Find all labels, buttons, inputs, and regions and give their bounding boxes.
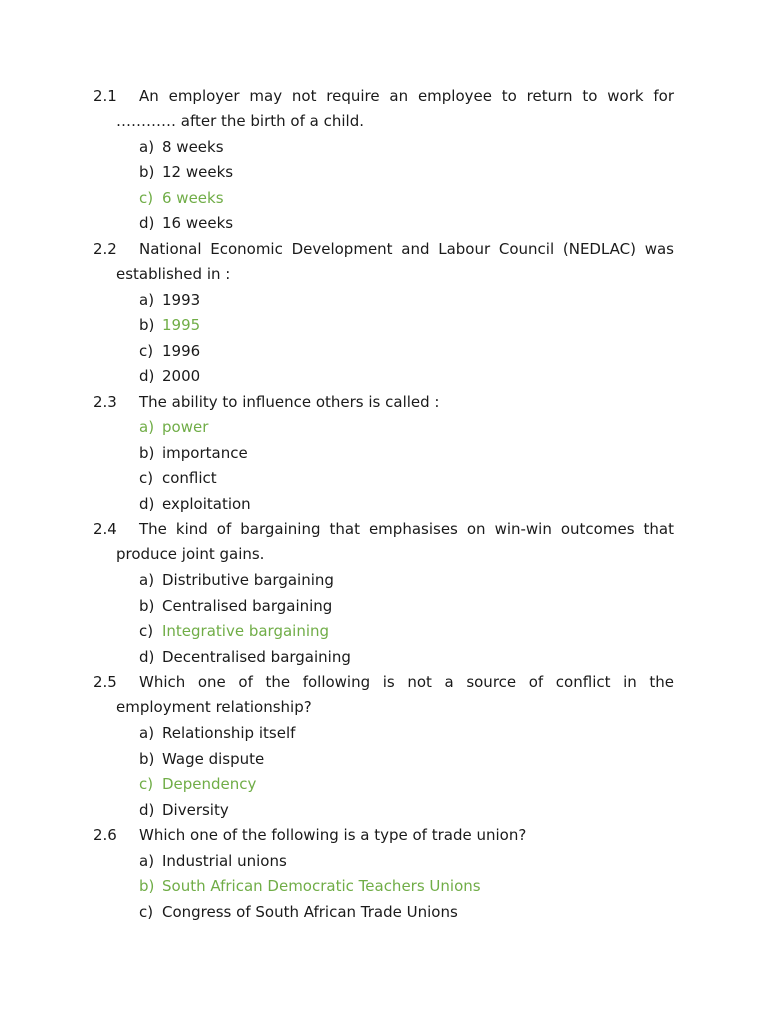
option-letter: b) — [139, 163, 155, 182]
option-letter: c) — [139, 902, 154, 921]
correct-answer-text: 6 weeks — [162, 188, 224, 207]
answer-option — [93, 185, 674, 211]
option-letter: d) — [139, 647, 155, 666]
option-text: importance — [162, 443, 248, 462]
option-letter: d) — [139, 494, 155, 513]
answer-option — [93, 338, 674, 364]
question-text-wrap — [139, 393, 674, 411]
option-letter: b) — [139, 749, 155, 768]
option-letter: d) — [139, 800, 155, 819]
option-text: 8 weeks — [162, 137, 224, 156]
question-item — [93, 83, 674, 236]
option-text: 16 weeks — [162, 214, 234, 233]
question-text: Which one of the following is not a source of conflict in the — [139, 673, 674, 692]
answer-option — [93, 874, 674, 900]
question-text-continued: employment relationship? — [116, 698, 312, 716]
answer-option — [93, 364, 674, 390]
option-letter: c) — [139, 622, 154, 641]
option-text: Decentralised bargaining — [162, 647, 351, 666]
question-text-wrap — [139, 520, 674, 538]
option-letter: c) — [139, 469, 154, 488]
question-number: 2.4 — [93, 520, 117, 539]
question-text: Which one of the following is a type of trade union? — [139, 826, 527, 845]
option-text: Distributive bargaining — [162, 571, 334, 590]
question-item — [93, 389, 674, 517]
option-letter: a) — [139, 137, 155, 156]
question-line — [93, 517, 674, 543]
correct-answer-text: South African Democratic Teachers Unions — [162, 877, 481, 896]
option-text: Relationship itself — [162, 724, 296, 743]
question-line — [93, 389, 674, 415]
question-text: An employer may not require an employee to return to work for — [139, 86, 674, 105]
option-text: 2000 — [162, 367, 201, 386]
option-letter: b) — [139, 443, 155, 462]
option-letter: a) — [139, 290, 155, 309]
answer-option — [93, 644, 674, 670]
option-text: Industrial unions — [162, 851, 287, 870]
option-letter: c) — [139, 341, 154, 360]
option-letter: b) — [139, 316, 155, 335]
question-text: National Economic Development and Labour Council (NEDLAC) was — [139, 239, 674, 258]
question-text-continued: established in : — [116, 264, 231, 283]
answer-option — [93, 313, 674, 339]
correct-answer-text: Integrative bargaining — [162, 622, 330, 641]
option-text: Congress of South African Trade Unions — [162, 902, 458, 921]
question-text: The kind of bargaining that emphasises on win-win outcomes that — [139, 520, 674, 539]
question-number: 2.1 — [93, 86, 117, 105]
answer-option — [93, 440, 674, 466]
question-line — [93, 670, 674, 696]
question-line — [93, 236, 674, 262]
answer-option — [93, 491, 674, 517]
option-text: Wage dispute — [162, 749, 265, 768]
question-text-wrap — [139, 87, 674, 105]
answer-option — [93, 134, 674, 160]
question-number: 2.6 — [93, 826, 117, 845]
question-text-wrap — [139, 826, 674, 844]
option-letter: c) — [139, 775, 154, 794]
question-text-continued: produce joint gains. — [116, 545, 265, 563]
option-letter: a) — [139, 724, 155, 743]
option-letter: c) — [139, 188, 154, 207]
option-letter: b) — [139, 596, 155, 615]
question-text-wrap — [139, 240, 674, 258]
answer-option — [93, 287, 674, 313]
option-text: 1996 — [162, 341, 201, 360]
option-text: exploitation — [162, 494, 251, 513]
answer-option — [93, 899, 674, 925]
question-number: 2.2 — [93, 239, 117, 258]
option-letter: a) — [139, 851, 155, 870]
option-text: 1993 — [162, 290, 201, 309]
question-number: 2.3 — [93, 392, 117, 411]
question-item — [93, 517, 674, 670]
question-text-continued: ………… after the birth of a child. — [116, 111, 364, 130]
question-item — [93, 823, 674, 925]
correct-answer-text: power — [162, 418, 209, 437]
option-text: conflict — [162, 469, 217, 488]
option-text: Centralised bargaining — [162, 596, 333, 615]
answer-option — [93, 415, 674, 441]
answer-option — [93, 721, 674, 747]
answer-option — [93, 466, 674, 492]
option-letter: b) — [139, 877, 155, 896]
correct-answer-text: 1995 — [162, 316, 201, 335]
answer-option — [93, 772, 674, 798]
question-text-wrap — [139, 673, 674, 691]
question-text: The ability to influence others is called : — [139, 392, 440, 411]
answer-option — [93, 211, 674, 237]
option-text: 12 weeks — [162, 163, 234, 182]
answer-option — [93, 797, 674, 823]
question-line — [93, 83, 674, 109]
answer-option — [93, 160, 674, 186]
question-number: 2.5 — [93, 673, 117, 692]
option-text: Diversity — [162, 800, 229, 819]
answer-option — [93, 848, 674, 874]
question-list — [93, 83, 674, 925]
option-letter: d) — [139, 214, 155, 233]
option-letter: a) — [139, 418, 155, 437]
answer-option — [93, 593, 674, 619]
correct-answer-text: Dependency — [162, 775, 257, 794]
question-item — [93, 670, 674, 823]
question-line — [93, 823, 674, 849]
answer-option — [93, 568, 674, 594]
option-letter: a) — [139, 571, 155, 590]
answer-option — [93, 746, 674, 772]
answer-option — [93, 619, 674, 645]
question-item — [93, 236, 674, 389]
option-letter: d) — [139, 367, 155, 386]
